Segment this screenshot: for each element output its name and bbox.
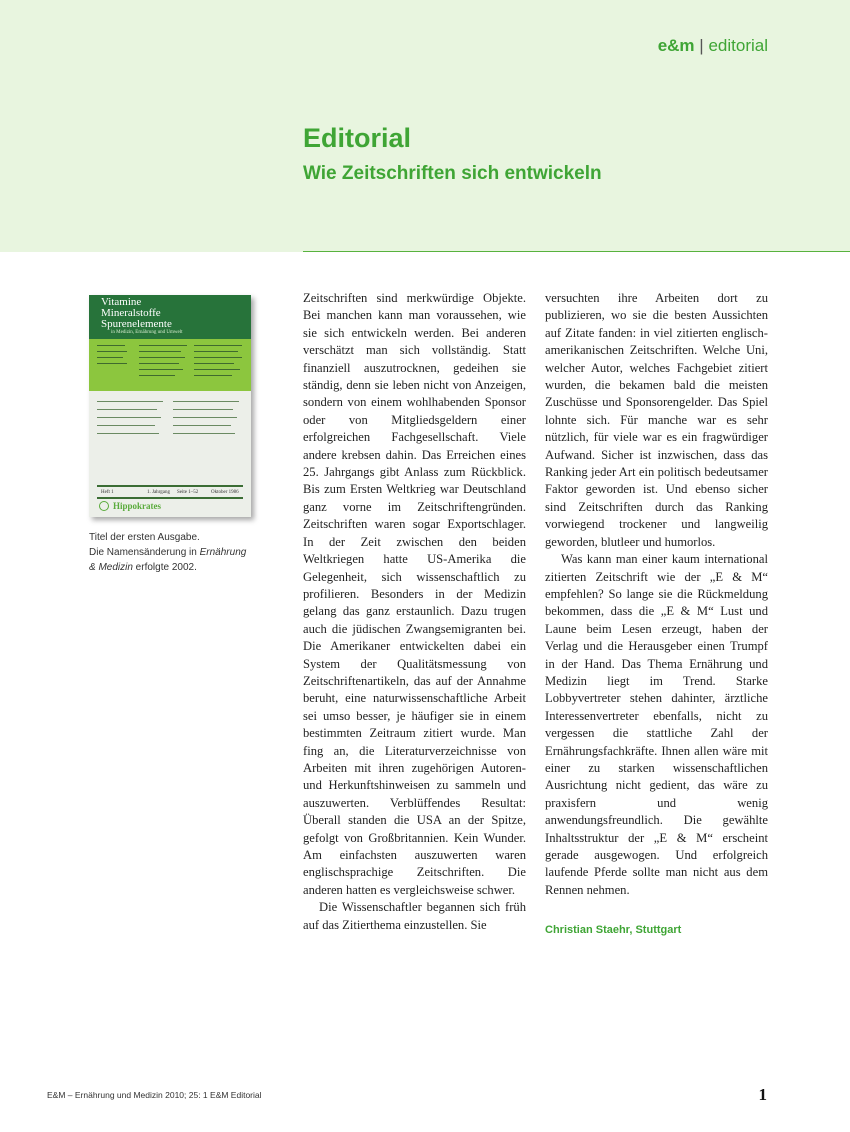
- cover-text-line: [194, 375, 232, 376]
- cover-text-line: [97, 425, 155, 426]
- cover-text-line: [97, 409, 157, 410]
- cover-publisher: Hippokrates: [113, 501, 162, 511]
- cover-title-line-1: Vitamine: [101, 296, 142, 308]
- section-name: editorial: [708, 36, 768, 55]
- brand-label: e&m: [657, 36, 695, 55]
- page-number: 1: [758, 1085, 767, 1104]
- cover-editors-block: [89, 339, 251, 391]
- cover-text-line: [173, 401, 239, 402]
- article-column-2: [545, 290, 768, 899]
- page-subtitle: Wie Zeitschriften sich entwickeln: [303, 163, 602, 184]
- footer-citation: E&M – Ernährung und Medizin 2010; 25: 1 E&M Editorial: [47, 1090, 262, 1100]
- cover-text-line: [194, 363, 234, 364]
- cover-text-line: [97, 401, 163, 402]
- cover-text-line: [97, 363, 127, 364]
- cover-issue: Heft 1: [101, 490, 114, 495]
- cover-text-line: [173, 409, 233, 410]
- article-column-1: [303, 290, 526, 934]
- cover-text-line: [97, 351, 127, 352]
- article-paragraph: Zeitschriften sind merkwürdige Objekte. Bei manchen kann man voraussehen, wie sie sich entwickeln werden. Bei anderen verschätzt man sich vollständig. Statt finanziell auszutrocknen, gedeihen sie ständig, denn sie leben nicht von Anzeigen, sondern von einem wohlhabenden Sponsor oder von Mitgliedsgeldern einer erfolgreichen Fachgesellschaft. Viele andere krebsen dahin. Das Erreichen eines 25. Jahrgangs gibt Anlass zum Rückblick. Bis zum Ersten Weltkrieg war Deutschland ganz vorne im Zeitschriftengründen. Zeitschriften waren sogar Exportschlager. In der Zeit zwischen den beiden Weltkriegen hatte US-Amerika die Gelegenheit, sich wissenschaftlich zu profilieren. Besonders in der Medizin gelang das ganz erstaunlich. Dazu trugen auch die jüdischen Zwangsemigranten bei. Die Amerikaner entwickelten dabei ein System der Qualitätsmessung von Zeitschriftenartikeln, das auf der Annahme beruht, eine naturwissenschaftliche Arbeit sei umso besser, je häufiger sie in einem bestimmten Zeitraum zitiert wurde. Man fing an, die Literaturverzeichnisse von Arbeiten mit ihren zugehörigen Autoren- und Herkunftshinweisen zu sammeln und auszuwerten. Verblüffendes Resultat: Überall standen die USA an der Spitze, gefolgt von Großbritannien. Kein Wunder. Am einfachsten auszuwerten waren englischsprachige Zeitschriften. Die anderen hatten es vergleichsweise schwer.: [303, 291, 526, 897]
- cover-rule: [97, 497, 243, 499]
- cover-text-line: [173, 417, 237, 418]
- article-author: Christian Staehr, Stuttgart: [545, 924, 682, 936]
- cover-subtitle: in Medizin, Ernährung und Umwelt: [111, 330, 183, 335]
- caption-journal-name: & Medizin: [89, 562, 133, 573]
- caption-text: erfolgte 2002.: [132, 562, 197, 573]
- article-paragraph: versuchten ihre Arbeiten dort zu publizieren, wo sie die besten Aussichten auf Zitate fanden: in viel zitierten englisch-amerikanischen Zeitschriften. Welche Uni, welcher Autor, welches Fachgebiet zitiert wurden, die bekamen bald die meisten Zuschüsse und Sponsorengelder. Das Spiel lohnte sich. Für manche war es sehr nützlich, für viele war es ein fragwürdiger Aufwand. Sicher ist inzwischen, dass das Ranking jeder Art ein politisch bedeutsamer Faktor geworden ist. Und ebenso sicher sind Zeitschriften durch das Ranking vorwiegend trockener und langweilig geworden, blutleer und humorlos.: [545, 291, 768, 549]
- article-paragraph: Was kann man einer kaum international zitierten Zeitschrift wie der „E & M“ empfehlen? So lange sie die Rückmeldung bekommen, dass die „E & M“ Lust und Laune beim Lesen erzeugt, haben der Verlag und die Herausgeber einen Trumpf in der Hand. Das Thema Ernährung und Medizin liegt im Trend. Starke Lobbyvertreter stehen dahinter, ärztliche Interessenvertreter ebenfalls, nicht zu vergessen die stattliche Zahl der Ernährungsfachkräfte. Ihnen allen wäre mit einer zu starken wissenschaftlichen Ausrichtung nicht gedient, das wäre zu praxisfern und wenig anwendungsfreundlich. Die gewählte Inhaltsstruktur der „E & M“ erscheint gerade ausgewogen. Und erfolgreich laufende Pferde sollte man nicht aus dem Rennen nehmen.: [545, 552, 768, 897]
- cover-text-line: [173, 425, 231, 426]
- cover-title-line-3: Spurenelemente: [101, 318, 172, 330]
- section-label: [658, 36, 768, 56]
- cover-text-line: [139, 369, 183, 370]
- cover-text-line: [194, 369, 240, 370]
- cover-text-line: [97, 345, 125, 346]
- copyright-icon: [99, 501, 109, 511]
- cover-text-line: [97, 433, 159, 434]
- article-paragraph: Die Wissenschaftler begannen sich früh auf das Zitierthema einzustellen. Sie: [303, 900, 526, 932]
- cover-text-line: [194, 351, 238, 352]
- cover-text-line: [139, 363, 179, 364]
- image-caption: [89, 530, 259, 575]
- caption-line-3: [89, 560, 259, 575]
- header-divider: [303, 251, 850, 252]
- cover-text-line: [97, 417, 161, 418]
- caption-text: Die Namensänderung in: [89, 547, 200, 558]
- cover-text-line: [173, 433, 235, 434]
- cover-text-line: [194, 357, 242, 358]
- cover-header-block: [89, 295, 251, 339]
- caption-journal-name: Ernährung: [199, 547, 247, 558]
- section-separator: |: [699, 36, 704, 55]
- caption-line-1: Titel der ersten Ausgabe.: [89, 532, 200, 543]
- cover-text-line: [194, 345, 242, 346]
- cover-text-line: [139, 375, 175, 376]
- cover-volume: 1. Jahrgang: [147, 490, 170, 495]
- journal-cover-image: [89, 295, 251, 517]
- cover-text-line: [97, 357, 123, 358]
- caption-line-2: [89, 545, 259, 560]
- cover-text-line: [139, 351, 181, 352]
- cover-date: Oktober 1986: [211, 490, 239, 495]
- cover-text-line: [139, 345, 187, 346]
- cover-rule: [97, 485, 243, 487]
- cover-text-line: [139, 357, 185, 358]
- cover-pages: Seite 1–52: [177, 490, 199, 495]
- cover-title-line-2: Mineralstoffe: [101, 307, 161, 319]
- page-title: Editorial: [303, 123, 412, 153]
